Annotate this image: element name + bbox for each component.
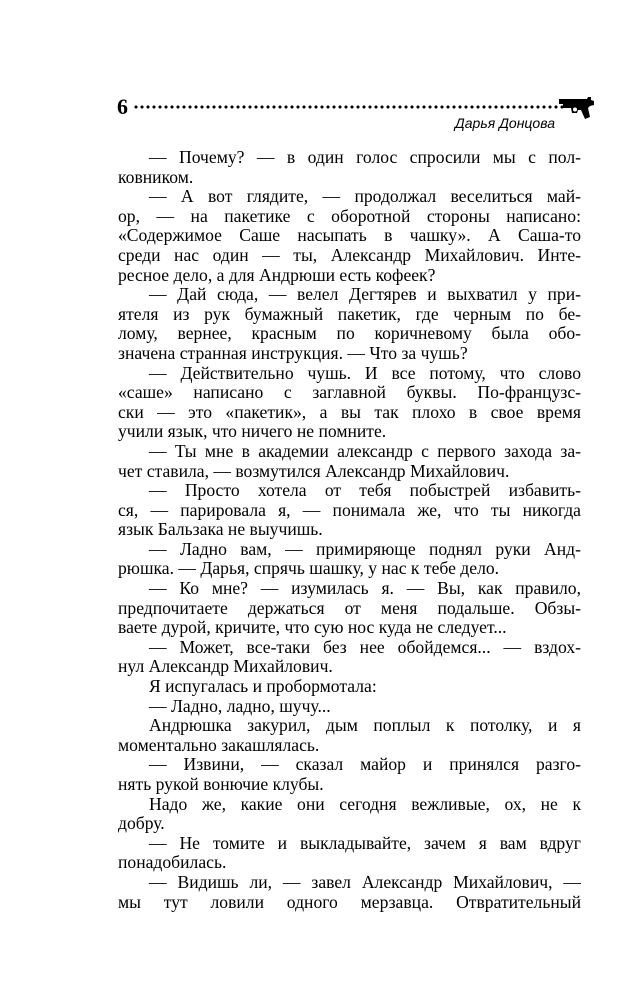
text-line: ятеля из рук бумажный пакетик, где черным по бе- <box>118 304 581 324</box>
text-line: ковником. <box>118 167 194 187</box>
page-number: 6 <box>117 94 128 119</box>
text-line: — А вот глядите, — продолжал веселиться май- <box>149 187 581 207</box>
text-line: — Ладно, ладно, шучу... <box>149 696 331 716</box>
text-line: — Просто хотела от тебя побыстрей избавить- <box>149 481 581 501</box>
text-line: Я испугалась и пробормотала: <box>149 677 377 697</box>
text-line: — Не томите и выкладывайте, зачем я вам вдруг <box>149 833 581 853</box>
text-line: — Видишь ли, — завел Александр Михайлович, — <box>149 872 581 892</box>
text-line: ор, — на пакетике с оборотной стороны написано: <box>118 206 581 226</box>
author-name: Дарья Донцова <box>454 115 555 131</box>
text-line: чет ставила, — возмутился Александр Михайлович. <box>118 461 510 481</box>
text-line: ваете дурой, кричите, что сую нос куда не следует... <box>118 618 507 638</box>
text-line: Андрюшка закурил, дым поплыл к потолку, и я <box>149 716 581 736</box>
text-line: значена странная инструкция. — Что за чушь? <box>118 343 468 363</box>
text-line: — Ладно вам, — примиряюще поднял руки Анд- <box>149 539 581 559</box>
text-line: — Извини, — сказал майор и принялся разго- <box>149 755 581 775</box>
dotted-rule <box>133 105 565 109</box>
text-line: ресное дело, а для Андрюши есть кофеек? <box>118 265 436 285</box>
text-line: нул Александр Михайлович. <box>118 657 333 677</box>
text-line: Надо же, какие они сегодня вежливые, ох, не к <box>149 794 581 814</box>
text-line: учили язык, что ничего не помните. <box>118 422 387 442</box>
revolver-icon <box>557 96 595 120</box>
text-line: мы тут ловили одного мерзавца. Отвратительный <box>118 892 581 912</box>
text-line: моментально закашлялась. <box>118 735 320 755</box>
text-line: понадобилась. <box>118 853 227 873</box>
text-line: — Может, все-таки без нее обойдемся... — вздох- <box>149 637 581 657</box>
text-line: — Действительно чушь. И все потому, что слово <box>149 363 581 383</box>
text-line: ся, — парировала я, — понимала же, что ты никогда <box>118 500 581 520</box>
text-line: ски — это «пакетик», а вы так плохо в свое время <box>118 402 581 422</box>
text-line: лому, вернее, красным по коричневому была обо- <box>118 324 581 344</box>
text-line: «саше» написано с заглавной буквы. По-французс- <box>118 383 581 403</box>
text-line: «Содержимое Саше насыпать в чашку». А Саша-то <box>118 226 581 246</box>
text-line: — Ко мне? — изумилась я. — Вы, как правило, <box>149 579 581 599</box>
text-line: среди нас один — ты, Александр Михайлович. Инте- <box>118 245 581 265</box>
text-line: язык Бальзака не выучишь. <box>118 520 323 540</box>
text-line: добру. <box>118 814 165 834</box>
text-line: — Почему? — в один голос спросили мы с пол- <box>149 148 581 167</box>
text-line: нять рукой вонючие клубы. <box>118 775 324 794</box>
body-text <box>118 148 581 912</box>
text-line: — Дай сюда, — велел Дегтярев и выхватил у при- <box>149 285 581 305</box>
text-line: рюшка. — Дарья, спрячь шашку, у нас к тебе дело. <box>118 559 500 579</box>
text-line: предпочитаете держаться от меня подальше. Обзы- <box>118 598 581 618</box>
running-header <box>117 96 595 132</box>
text-line: — Ты мне в академии александр с первого захода за- <box>149 441 581 461</box>
